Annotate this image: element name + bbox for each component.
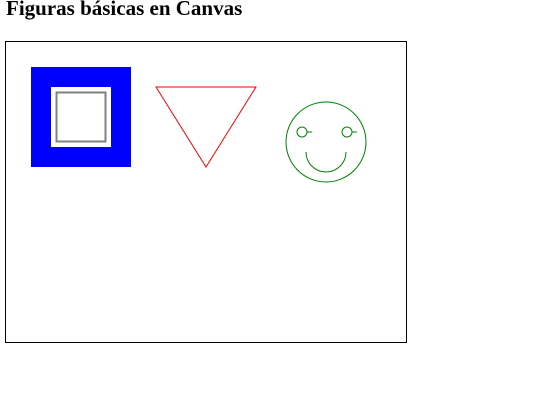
drawing-canvas[interactable] [5, 41, 407, 343]
smiley-head [286, 102, 366, 182]
smiley-mouth [306, 152, 346, 172]
smiley-right-eye [342, 127, 352, 137]
smiley-left-eye [297, 127, 307, 137]
canvas-drawing-surface [6, 42, 406, 342]
page-title: Figuras básicas en Canvas [6, 0, 243, 20]
green-smiley-face [286, 102, 366, 182]
white-cleared-square [51, 87, 111, 147]
red-triangle [156, 87, 256, 167]
